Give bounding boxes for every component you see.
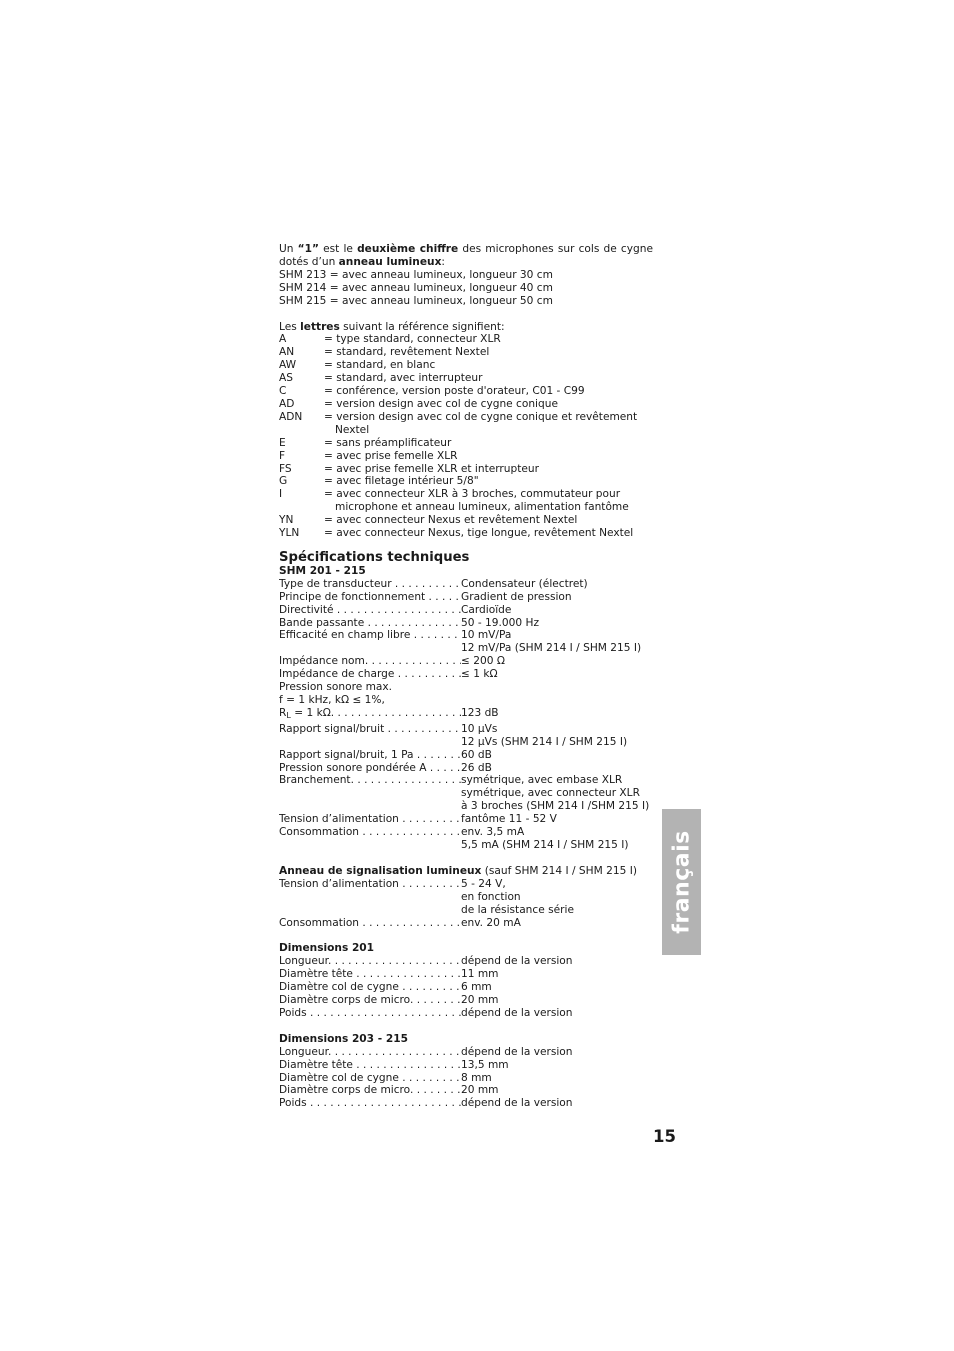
dimension-label: Diamètre col de cygne . . . — [279, 981, 461, 994]
spec-label: Impédance de charge . . . — [279, 668, 461, 681]
specs-subheading: SHM 201 - 215 — [279, 564, 366, 577]
spec-label: Consommation . . . — [279, 917, 461, 930]
dimension-row — [279, 994, 653, 1007]
spec-label: Tension d’alimentation . . . — [279, 878, 461, 891]
ring-section — [279, 865, 653, 930]
spec-value: ≤ 1 kΩ — [461, 668, 498, 681]
spec-row — [279, 668, 653, 681]
letter-code-row — [279, 514, 653, 527]
letter-code-row — [279, 411, 653, 437]
specs-table — [279, 578, 653, 852]
spec-row — [279, 878, 653, 891]
spec-label: Pression sonore max. — [279, 681, 393, 694]
spec-row — [279, 707, 653, 723]
letter-code-row — [279, 372, 653, 385]
letter-description: = standard, avec interrupteur — [324, 372, 483, 385]
spec-value: Condensateur (électret) — [461, 577, 588, 590]
spec-row — [279, 591, 653, 604]
letter-code: E — [279, 436, 286, 449]
letter-code: AW — [279, 359, 297, 372]
letter-description: = avec connecteur Nexus, tige longue, revêtement Nextel — [324, 527, 634, 540]
subscript: L — [286, 710, 291, 720]
dimension-label: Longueur. . . . — [279, 1046, 461, 1059]
letter-description: = avec prise femelle XLR — [324, 449, 458, 462]
main-column — [279, 243, 653, 1110]
spec-row — [279, 681, 653, 694]
dimension-label: Diamètre corps de micro. . . . — [279, 1084, 461, 1097]
spec-value-continued: 5,5 mA (SHM 214 I / SHM 215 I) — [461, 838, 629, 851]
letter-code: AS — [279, 372, 293, 385]
text: Un — [279, 243, 298, 255]
text: est le — [318, 243, 358, 255]
letter-code: I — [279, 488, 283, 501]
dimension-row — [279, 1072, 653, 1085]
dimension-row — [279, 968, 653, 981]
model-line: SHM 214 = avec anneau lumineux, longueur 40 cm — [279, 281, 553, 294]
spec-value: 5 - 24 V, — [461, 877, 506, 890]
dimensions-201-table — [279, 955, 653, 1020]
spec-value: 26 dB — [461, 761, 492, 774]
spec-value: 60 dB — [461, 748, 492, 761]
letter-description: = avec prise femelle XLR et interrupteur — [324, 462, 539, 475]
letter-code-row — [279, 463, 653, 476]
dimensions-201-heading: Dimensions 201 — [279, 942, 375, 955]
dimension-value: dépend de la version — [461, 1045, 573, 1058]
spec-row — [279, 655, 653, 668]
spec-row — [279, 774, 653, 787]
letter-description: = avec connecteur Nexus et revêtement Nextel — [324, 514, 578, 527]
letter-code: ADN — [279, 410, 303, 423]
dimension-value: dépend de la version — [461, 955, 573, 968]
dimension-row — [279, 1084, 653, 1097]
dimension-label: Longueur. . . . — [279, 955, 461, 968]
specs-heading: Spécifications techniques — [279, 549, 470, 565]
dimension-value: dépend de la version — [461, 1097, 573, 1110]
text: = 1 kΩ. — [290, 706, 335, 719]
spec-value: 123 dB — [461, 706, 499, 719]
dimension-value: dépend de la version — [461, 1006, 573, 1019]
spec-value: env. 3,5 mA — [461, 826, 525, 839]
spec-row — [279, 813, 653, 826]
letter-code: AN — [279, 346, 295, 359]
letter-description: = standard, revêtement Nextel — [324, 346, 490, 359]
dimension-row — [279, 981, 653, 994]
ring-heading — [279, 865, 653, 878]
language-tab-label: français — [669, 830, 694, 934]
letter-code: YLN — [279, 527, 300, 540]
letter-description: = avec connecteur XLR à 3 broches, commutateur pour microphone et anneau lumineux, alimentation fantôme — [324, 488, 629, 514]
spec-row — [279, 694, 653, 707]
spec-value: symétrique, avec embase XLR — [461, 774, 623, 787]
spec-label: Rapport signal/bruit, 1 Pa . . . — [279, 749, 461, 762]
spec-label: Branchement. . . . — [279, 774, 461, 787]
letter-code-row — [279, 437, 653, 450]
letter-code-row — [279, 450, 653, 463]
dimensions-203-table — [279, 1046, 653, 1111]
text: dotés d’un — [279, 255, 339, 268]
letter-code-row — [279, 385, 653, 398]
letter-code-row — [279, 488, 653, 514]
spec-label: Efficacité en champ libre . . . — [279, 629, 461, 642]
spec-value-continued: en fonction — [461, 890, 521, 903]
letter-code: A — [279, 333, 287, 346]
dimensions-201-section — [279, 942, 653, 1019]
letter-description: = sans préamplificateur — [324, 436, 452, 449]
letters-intro — [279, 321, 653, 334]
letter-description: = avec filetage intérieur 5/8" — [324, 475, 479, 488]
letter-code-row — [279, 359, 653, 372]
letter-code-row — [279, 475, 653, 488]
intro-line-2 — [279, 256, 653, 269]
letter-code: AD — [279, 397, 295, 410]
text-bold: Anneau de signalisation lumineux — [279, 864, 482, 877]
dimension-row — [279, 1097, 653, 1110]
spec-row — [279, 826, 653, 839]
letters-section — [279, 321, 653, 540]
dimension-label: Diamètre col de cygne . . . — [279, 1072, 461, 1085]
letter-description: = version design avec col de cygne conique et revêtement Nextel — [324, 410, 638, 436]
spec-value: Gradient de pression — [461, 590, 572, 603]
dimension-label: Poids . . . — [279, 1007, 461, 1020]
text: : — [441, 255, 445, 268]
spec-row — [279, 629, 653, 642]
text-bold: “1” — [297, 243, 319, 255]
spec-value: ≤ 200 Ω — [461, 655, 505, 668]
spec-row — [279, 749, 653, 762]
dimension-row — [279, 1007, 653, 1020]
dimension-label: Diamètre corps de micro. . . . — [279, 994, 461, 1007]
letter-code: YN — [279, 514, 294, 527]
dimension-label: Poids . . . — [279, 1097, 461, 1110]
letter-code-row — [279, 333, 653, 346]
letter-code: F — [279, 449, 286, 462]
spec-row — [279, 578, 653, 591]
letter-code: C — [279, 385, 287, 398]
spec-label — [279, 707, 461, 723]
text-bold: anneau lumineux — [338, 255, 442, 268]
spec-value: fantôme 11 - 52 V — [461, 813, 557, 826]
spec-label: Rapport signal/bruit . . . — [279, 723, 461, 736]
letter-code-row — [279, 398, 653, 411]
spec-label: Tension d’alimentation . . . — [279, 813, 461, 826]
intro-line-1 — [279, 243, 653, 256]
text: des microphones sur cols de cygne — [458, 243, 653, 255]
text-bold: deuxième chiffre — [357, 243, 459, 255]
dimension-value: 6 mm — [461, 981, 492, 994]
dimension-value: 8 mm — [461, 1071, 492, 1084]
spec-value-continued: 12 mV/Pa (SHM 214 I / SHM 215 I) — [461, 642, 642, 655]
spec-value: 50 - 19.000 Hz — [461, 616, 539, 629]
spec-row — [279, 762, 653, 775]
spec-label: Directivité . . . — [279, 604, 461, 617]
spec-value: 10 µVs — [461, 722, 498, 735]
dimension-row — [279, 1059, 653, 1072]
letter-code: G — [279, 475, 288, 488]
spec-row — [279, 917, 653, 930]
spec-label: Impédance nom. . . . — [279, 655, 461, 668]
spec-row — [279, 604, 653, 617]
page-number: 15 — [653, 1127, 676, 1146]
text: R — [279, 706, 287, 719]
spec-value: env. 20 mA — [461, 916, 521, 929]
text: (sauf SHM 214 I / SHM 215 I) — [481, 864, 637, 877]
dimension-value: 13,5 mm — [461, 1058, 509, 1071]
text: Les — [279, 320, 301, 333]
letter-description: = type standard, connecteur XLR — [324, 333, 501, 346]
text-bold: lettres — [300, 320, 340, 333]
dimension-label: Diamètre tête . . . — [279, 1059, 461, 1072]
letter-description: = conférence, version poste d'orateur, C01 - C99 — [324, 385, 585, 398]
spec-value: 10 mV/Pa — [461, 629, 512, 642]
spec-label: Pression sonore pondérée A . . . — [279, 762, 461, 775]
dimension-value: 20 mm — [461, 994, 499, 1007]
dimension-row — [279, 1046, 653, 1059]
spec-label: Type de transducteur . . . — [279, 578, 461, 591]
dimension-value: 11 mm — [461, 968, 499, 981]
letter-code-row — [279, 527, 653, 540]
intro-section — [279, 243, 653, 308]
dimensions-203-section — [279, 1033, 653, 1110]
text: suivant la référence signifient: — [339, 320, 505, 333]
spec-label: Consommation . . . — [279, 826, 461, 839]
model-line: SHM 215 = avec anneau lumineux, longueur 50 cm — [279, 294, 553, 307]
letter-code-row — [279, 346, 653, 359]
dimension-label: Diamètre tête . . . — [279, 968, 461, 981]
spec-row — [279, 723, 653, 736]
dimension-row — [279, 955, 653, 968]
language-tab — [662, 809, 701, 955]
spec-value-continued: de la résistance série — [461, 903, 574, 916]
spec-label: f = 1 kHz, kΩ ≤ 1%, — [279, 694, 385, 706]
letters-list — [279, 333, 653, 540]
dimension-value: 20 mm — [461, 1084, 499, 1097]
spec-value: Cardioïde — [461, 603, 512, 616]
letter-description: = standard, en blanc — [324, 359, 436, 372]
letter-description: = version design avec col de cygne conique — [324, 397, 558, 410]
spec-row — [279, 617, 653, 630]
spec-value-continued: symétrique, avec connecteur XLR — [461, 787, 640, 800]
spec-value-continued: 12 µVs (SHM 214 I / SHM 215 I) — [461, 735, 628, 748]
letter-code: FS — [279, 462, 292, 475]
dimensions-203-heading: Dimensions 203 - 215 — [279, 1032, 408, 1045]
spec-label: Principe de fonctionnement . . . — [279, 591, 461, 604]
spec-label: Bande passante . . . — [279, 617, 461, 630]
model-line: SHM 213 = avec anneau lumineux, longueur 30 cm — [279, 268, 553, 281]
spec-value-continued: à 3 broches (SHM 214 I /SHM 215 I) — [461, 800, 650, 813]
